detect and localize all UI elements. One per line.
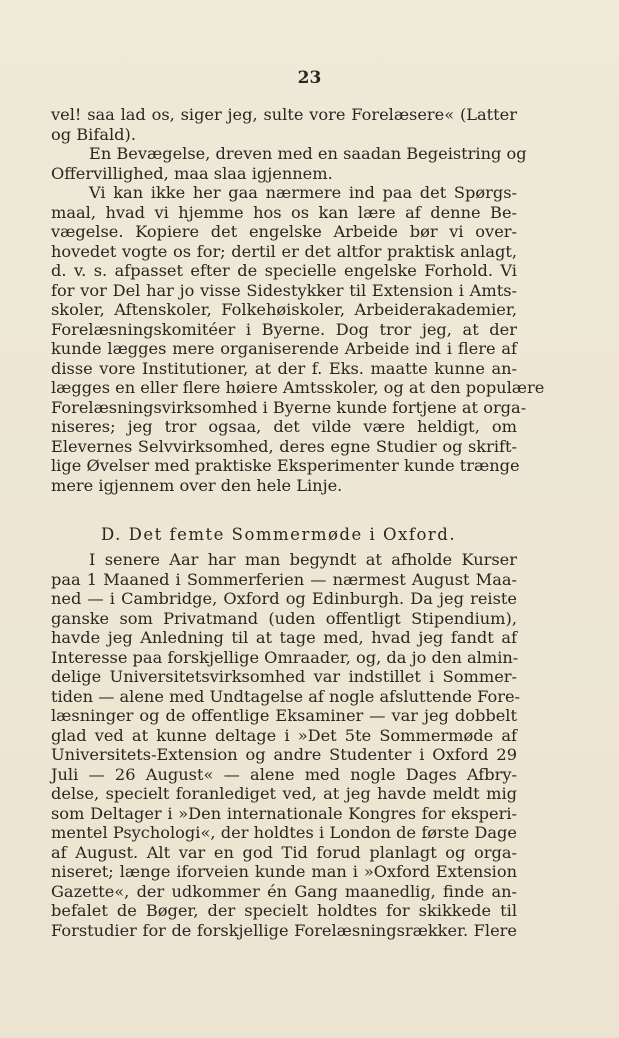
text-line: Universitets-Extension og andre Studenter i Oxford 29 (51, 745, 517, 764)
text-line: Vi kan ikke her gaa nærmere ind paa det Spørgs- (89, 183, 517, 202)
text-line: vægelse. Kopiere det engelske Arbeide bør vi over- (51, 222, 517, 241)
text-line: vel! saa lad os, siger jeg, sulte vore Forelæsere« (Latter (51, 105, 517, 124)
text-line: En Bevægelse, dreven med en saadan Begeistring og (89, 144, 527, 163)
text-line: Forelæsningsvirksomhed i Byerne kunde fortjene at orga- (51, 397, 527, 417)
text-line: læsninger og de offentlige Eksaminer — var jeg dobbelt (51, 706, 517, 725)
text-line: for vor Del har jo visse Sidestykker til Extension i Amts- (51, 280, 517, 300)
text-line: niseres; jeg tror ogsaa, det vilde være heldigt, om (51, 417, 517, 436)
text-line: Forelæsningskomitéer i Byerne. Dog tror jeg, at der (51, 319, 517, 339)
text-line: glad ved at kunne deltage i »Det 5te Sommermøde af (51, 725, 517, 745)
text-line: Forstudier for de forskjellige Forelæsningsrækker. Flere (51, 920, 517, 940)
text-line: lægges en eller flere høiere Amtsskoler, og at den populære (51, 378, 545, 397)
text-line: af August. Alt var en god Tid forud planlagt og orga- (51, 842, 517, 862)
text-line: Interesse paa forskjellige Omraader, og, da jo den almin- (51, 647, 519, 667)
page-number: 23 (297, 68, 322, 88)
text-line: havde jeg Anledning til at tage med, hvad jeg fandt af (51, 628, 517, 647)
section-1 (51, 105, 545, 495)
text-line: delige Universitetsvirksomhed var indstillet i Sommer- (51, 667, 517, 686)
text-line: kunde lægges mere organiserende Arbeide ind i flere af (51, 339, 517, 358)
text-line: I senere Aar har man begyndt at afholde Kurser (89, 550, 517, 569)
text-line: hovedet vogte os for; dertil er det altfor praktisk anlagt, (51, 241, 517, 261)
text-line: skoler, Aftenskoler, Folkehøiskoler, Arbeiderakademier, (51, 300, 517, 319)
text-line: Offervillighed, maa slaa igjennem. (51, 163, 333, 183)
text-line: ganske som Privatmand (uden offentligt Stipendium), (51, 608, 517, 628)
section-2 (51, 550, 521, 940)
text-line: niseret; længe iforveien kunde man i »Oxford Extension (51, 862, 517, 881)
text-line: disse vore Institutioner, at der f. Eks. maatte kunne an- (51, 358, 517, 378)
text-line: tiden — alene med Undtagelse af nogle afsluttende Fore- (51, 686, 521, 706)
page-body (51, 105, 545, 940)
section-spacer (51, 495, 517, 520)
text-line: Elevernes Selvvirksomhed, deres egne Studier og skrift- (51, 436, 517, 456)
text-line: befalet de Bøger, der specielt holdtes for skikkede til (51, 901, 517, 920)
text-line: og Bifald). (51, 124, 136, 144)
section-heading: D. Det femte Sommermøde i Oxford. (101, 525, 457, 544)
text-line: mere igjennem over den hele Linje. (51, 475, 343, 495)
text-line: ned — i Cambridge, Oxford og Edinburgh. Da jeg reiste (51, 589, 517, 608)
text-line: lige Øvelser med praktiske Eksperimenter kunde trænge (51, 456, 520, 475)
text-line: Gazette«, der udkommer én Gang maanedlig, finde an- (51, 881, 517, 901)
text-line: Juli — 26 August« — alene med nogle Dages Afbry- (51, 764, 517, 784)
text-line: som Deltager i »Den internationale Kongres for eksperi- (51, 803, 517, 823)
text-line: paa 1 Maaned i Sommerferien — nærmest August Maa- (51, 569, 517, 589)
text-line: d. v. s. afpasset efter de specielle engelske Forhold. Vi (51, 261, 517, 280)
text-line: maal, hvad vi hjemme hos os kan lære af denne Be- (51, 202, 517, 222)
text-line: delse, specielt foranlediget ved, at jeg havde meldt mig (51, 784, 517, 803)
text-line: mentel Psychologi«, der holdtes i London de første Dage (51, 823, 517, 842)
